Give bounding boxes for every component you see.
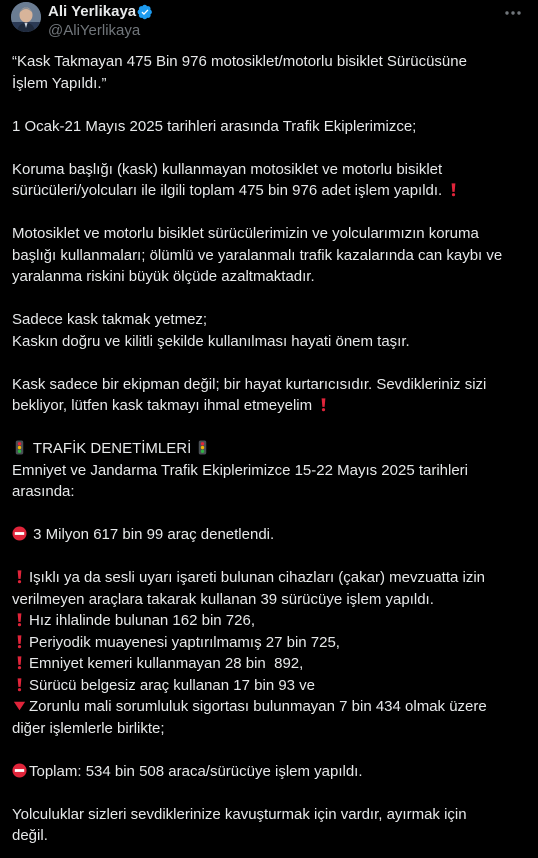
post-line-text: Periyodik muayenesi yaptırılmamış 27 bin 725, (29, 633, 340, 651)
verified-badge-icon (137, 4, 153, 20)
post-line: Sadece kask takmak yetmez; (12, 311, 208, 328)
post-line (12, 653, 528, 675)
post-line: Koruma başlığı (kask) kullanmayan motosiklet ve motorlu bisiklet (12, 160, 443, 178)
post-line-text: 3 Milyon 617 bin 99 araç denetlendi. (33, 526, 275, 543)
red-exclamation-icon (12, 569, 27, 584)
post-line-text: Hız ihlalinde bulunan 162 bin 726, (29, 612, 256, 629)
post-line (12, 567, 528, 589)
post-line (12, 696, 528, 718)
post-line (12, 610, 528, 632)
red-exclamation-icon (12, 655, 27, 670)
post-line: diğer işlemlerle birlikte; (12, 719, 165, 737)
red-exclamation-icon (12, 677, 27, 692)
post-header (0, 0, 538, 46)
no-entry-icon (12, 526, 27, 541)
post-line: Kaskın doğru ve kilitli şekilde kullanılması hayati önem taşır. (12, 332, 410, 350)
red-exclamation-icon (12, 634, 27, 649)
post-line-text: Zorunlu mali sorumluluk sigortası bulunmayan 7 bin 434 olmak üzere (29, 698, 487, 715)
post-line: verilmeyen araçlara takarak kullanan 39 sürücüye işlem yapıldı. (12, 590, 434, 608)
traffic-light-icon (195, 440, 210, 455)
post-line: Kask sadece bir ekipman değil; bir hayat kurtarıcısıdır. Sevdikleriniz sizi (12, 375, 487, 393)
red-exclamation-icon (316, 397, 331, 412)
post-line: Motosiklet ve motorlu bisiklet sürücülerimizin ve yolcularımızın koruma (12, 225, 479, 242)
red-exclamation-icon (12, 612, 27, 627)
author-handle[interactable]: @AliYerlikaya (48, 22, 141, 39)
red-exclamation-icon (446, 182, 461, 197)
post-line: “Kask Takmayan 475 Bin 976 motosiklet/motorlu bisiklet Sürücüsüne (12, 53, 467, 70)
post-line: Yolculuklar sizleri sevdiklerinize kavuşturmak için vardır, ayırmak için (12, 805, 467, 823)
post-line (12, 632, 528, 654)
post-line-text: bekliyor, lütfen kask takmayı ihmal etmeyelim (12, 397, 313, 414)
post-line: değil. (12, 827, 48, 844)
post-line: başlığı kullanmaları; ölümlü ve yaralanmalı trafik kazalarında can kaybı ve (12, 246, 503, 264)
red-triangle-down-icon (12, 698, 27, 713)
author-name[interactable]: Ali Yerlikaya (48, 3, 137, 20)
post-line (12, 438, 528, 460)
post-line (12, 524, 528, 546)
post-line-text: Sürücü belgesiz araç kullanan 17 bin 93 ve (29, 676, 316, 694)
traffic-light-icon (12, 440, 27, 455)
post-line (12, 675, 528, 697)
post-line: 1 Ocak-21 Mayıs 2025 tarihleri arasında Trafik Ekiplerimizce; (12, 117, 417, 135)
post-line (12, 395, 528, 417)
avatar-photo (11, 2, 41, 32)
post-line: Emniyet ve Jandarma Trafik Ekiplerimizce 15-22 Mayıs 2025 tarihleri (12, 461, 469, 479)
traffic-section-title: TRAFİK DENETİMLERİ (32, 440, 192, 457)
post-line: arasında: (12, 483, 75, 500)
post-line (12, 180, 528, 202)
post-line (12, 761, 528, 783)
post-line-text: Emniyet kemeri kullanmayan 28 bin 892, (29, 655, 304, 672)
post-line: yaralanma riskini büyük ölçüde azaltmaktadır. (12, 268, 315, 285)
post-text (12, 51, 528, 847)
post-line: İşlem Yapıldı.” (12, 74, 107, 92)
no-entry-icon (12, 763, 27, 778)
more-options-icon[interactable] (502, 2, 524, 24)
post-line-text: Toplam: 534 bin 508 araca/sürücüye işlem yapıldı. (29, 762, 363, 780)
post-line-text: sürücüleri/yolcuları ile ilgili toplam 475 bin 976 adet işlem yapıldı. (12, 182, 443, 199)
post-line-text: Işıklı ya da sesli uyarı işareti bulunan cihazları (çakar) mevzuatta izin (29, 569, 486, 586)
avatar[interactable] (11, 2, 41, 32)
